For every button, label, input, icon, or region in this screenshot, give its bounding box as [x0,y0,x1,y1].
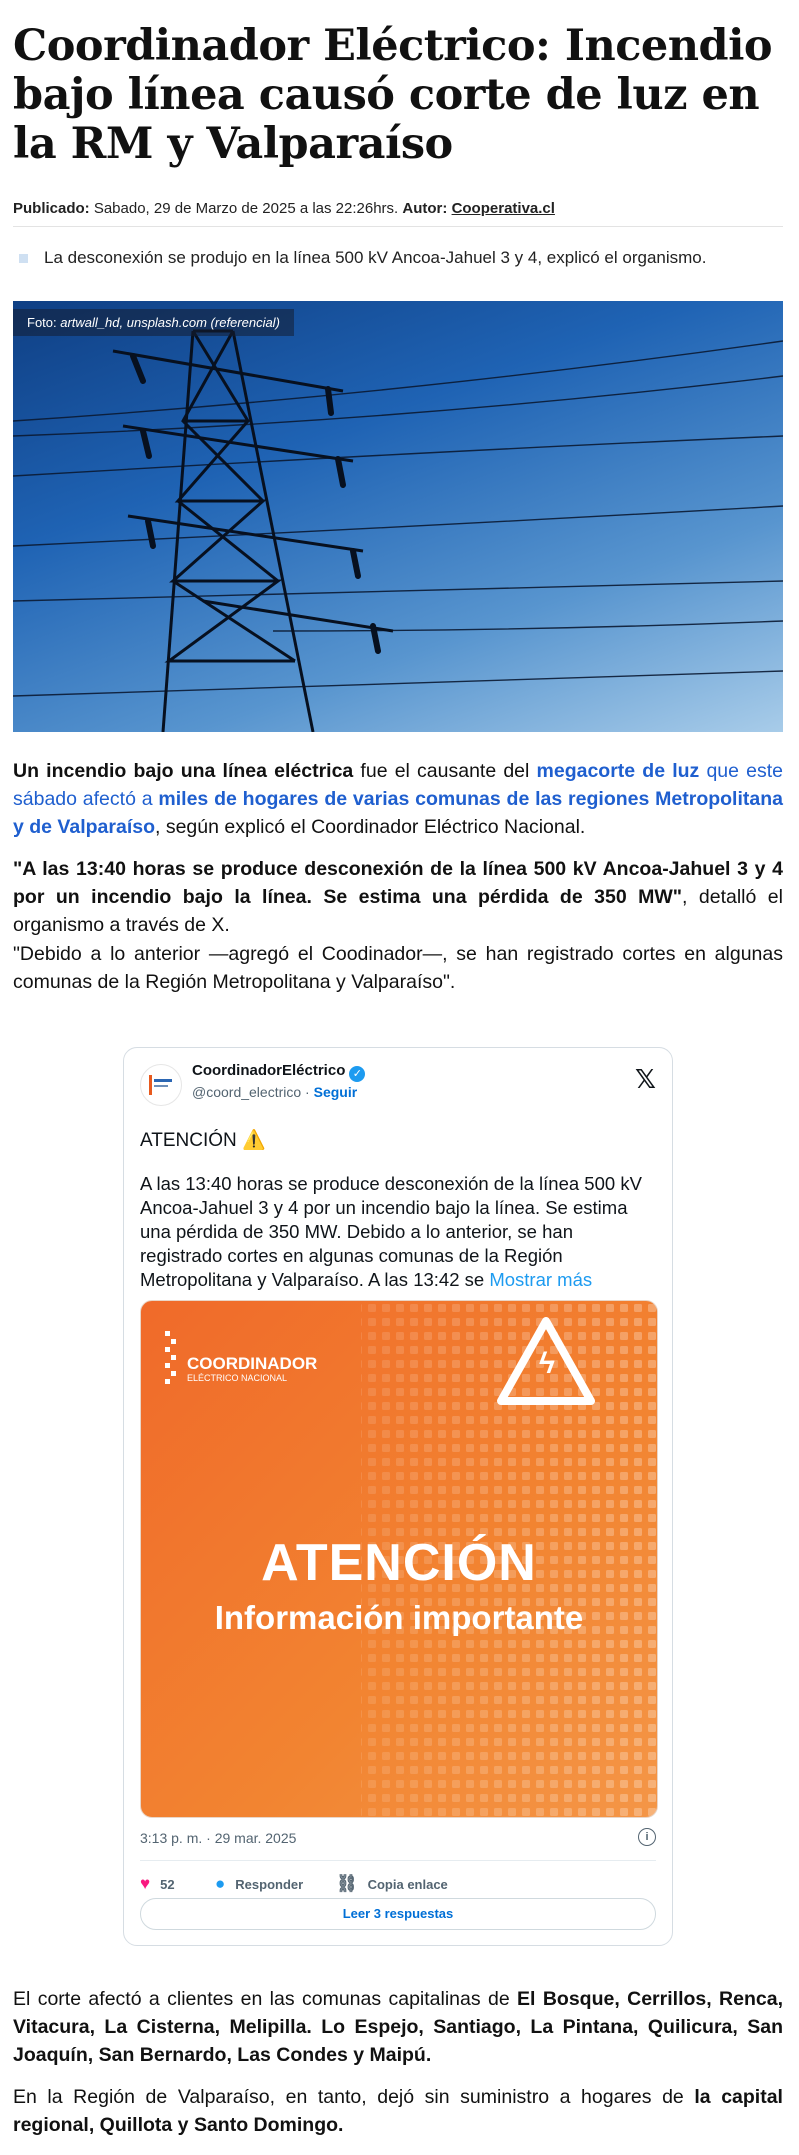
x-logo-icon[interactable]: 𝕏 [635,1064,656,1094]
link-icon: ⛓ [336,1874,358,1893]
article-meta [13,200,555,217]
tweet-header [140,1062,656,1102]
link-megacorte[interactable]: megacorte de luz [536,760,700,782]
coordinador-logo-icon [141,1065,181,1105]
tweet-timestamp[interactable]: 3:13 p. m. · 29 mar. 2025 [140,1830,297,1846]
avatar[interactable] [140,1064,182,1106]
paragraph-3: "Debido a lo anterior —agregó el Coodinador—, se han registrado cortes en algunas comunas de la Región Metropolitana y Valparaíso". [13,943,783,993]
paragraph-2: "A las 13:40 horas se produce desconexión de la línea 500 kV Ancoa-Jahuel 3 y 4 por un incendio bajo la línea. Se estima una pérdida de 350 MW", detalló el organismo a través de X. [13,858,783,936]
read-replies-button[interactable]: Leer 3 respuestas [140,1898,656,1930]
author-link[interactable]: Cooperativa.cl [451,200,555,217]
card-headline: ATENCIÓN [261,1534,537,1592]
follow-button[interactable]: Seguir [313,1084,358,1100]
article-title: Coordinador Eléctrico: Incendio bajo línea causó corte de luz en la RM y Valparaíso [13,21,773,169]
heart-icon: ♥ [140,1874,151,1893]
show-more-link[interactable]: Mostrar más [489,1269,593,1290]
power-tower-image [13,301,783,732]
copy-link-button[interactable]: ⛓ Copia enlace [336,1874,448,1893]
summary-text: La desconexión se produjo en la línea 500 kV Ancoa-Jahuel 3 y 4, explicó el organismo. [44,248,707,267]
tweet-divider [140,1860,656,1861]
card-subheadline: Información importante [214,1599,584,1636]
tweet-author-name[interactable]: CoordinadorEléctrico ✓ [192,1062,365,1082]
card-logo-text: COORDINADOR [187,1354,318,1373]
tweet-image-card[interactable] [140,1300,658,1818]
embedded-tweet [123,1047,673,1946]
paragraph-4: El corte afectó a clientes en las comunas capitalinas de El Bosque, Cerrillos, Renca, Vitacura, La Cisterna, Melipilla. Lo Espejo, Santiago, La Pintana, Quilicura, San Joaquín, San Bernardo, Las Condes y Maipú. [13,1988,783,2066]
tweet-handle: @coord_electrico · Seguir [192,1084,358,1100]
paragraph-1: Un incendio bajo una línea eléctrica fue el causante del megacorte de luz que este sábado afectó a miles de hogares de varias comunas de las regiones Metropolitana y de Valparaíso, según explicó el Coordinador Eléctrico Nacional. [13,760,784,838]
warning-bolt-icon: ϟ [539,1347,555,1380]
summary-bullet [19,254,28,263]
verified-icon: ✓ [349,1066,365,1082]
meta-divider [13,226,783,227]
author-label: Autor: [402,200,448,217]
tweet-actions [140,1874,656,1894]
like-button[interactable] [140,1874,175,1894]
article-photo [13,301,783,732]
like-count: 52 [160,1876,175,1892]
published-label: Publicado: [13,200,90,217]
article-summary [19,248,707,268]
published-date: Sabado, 29 de Marzo de 2025 a las 22:26hrs. [89,200,403,217]
tweet-text: A las 13:40 horas se produce desconexión de la línea 500 kV Ancoa-Jahuel 3 y 4 por un incendio bajo la línea. Se estima una pérdida de 350 MW. Debido a lo anterior, se han registrado cortes en algunas comunas de la Región Metropolitana y Valparaíso. A las 13:42 se Mostrar más [140,1173,642,1290]
link-regiones[interactable]: miles de hogares de varias comunas de las regiones Metropolitana y de Valparaíso [13,788,783,838]
card-logo-subtext: ELÉCTRICO NACIONAL [187,1373,288,1383]
paragraph-5: En la Región de Valparaíso, en tanto, dejó sin suministro a hogares de la capital regional, Quillota y Santo Domingo. [13,2086,783,2136]
info-icon[interactable]: i [638,1828,656,1846]
photo-credit: Foto: artwall_hd, unsplash.com (referencial) [13,309,294,336]
tweet-attention: ATENCIÓN ⚠️ [140,1130,266,1151]
reply-button[interactable]: ● Responder [215,1874,304,1893]
speech-bubble-icon: ● [215,1874,226,1893]
